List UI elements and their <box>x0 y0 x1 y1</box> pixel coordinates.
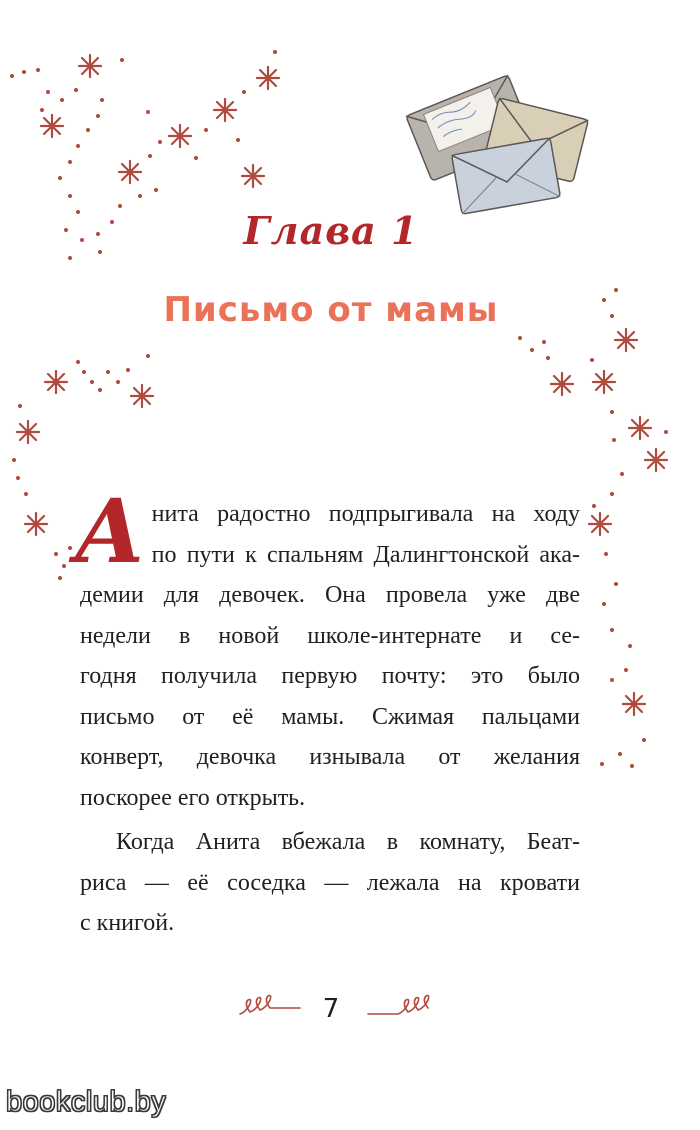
text-line: по пути к спальням Далингтонской ака- <box>151 541 580 568</box>
text-line: годня получила первую почту: это было <box>80 663 580 689</box>
text-line: письмо от её мамы. Сжимая пальцами <box>80 703 580 730</box>
chapter-title: Письмо от мамы <box>163 290 499 330</box>
dropcap: А <box>74 479 146 583</box>
text-line: нита радостно подпрыгивала на ходу <box>151 501 580 527</box>
text-line: с книгой. <box>80 910 175 936</box>
text-line: конверт, девочка изнывала от желания <box>80 744 580 770</box>
watermark: bookclub.by <box>6 1086 167 1118</box>
text-line: риса — её соседка — лежала на кровати <box>80 869 580 896</box>
text-line: недели в новой школе-интернате и се- <box>80 622 580 649</box>
text-line: Когда Анита вбежала в комнату, Беат- <box>116 829 580 855</box>
chapter-label: Глава 1 <box>243 208 419 253</box>
page-number: 7 <box>322 994 340 1024</box>
text-line: демии для девочек. Она провела уже две <box>80 582 580 608</box>
text-line: поскорее его открыть. <box>80 784 306 811</box>
